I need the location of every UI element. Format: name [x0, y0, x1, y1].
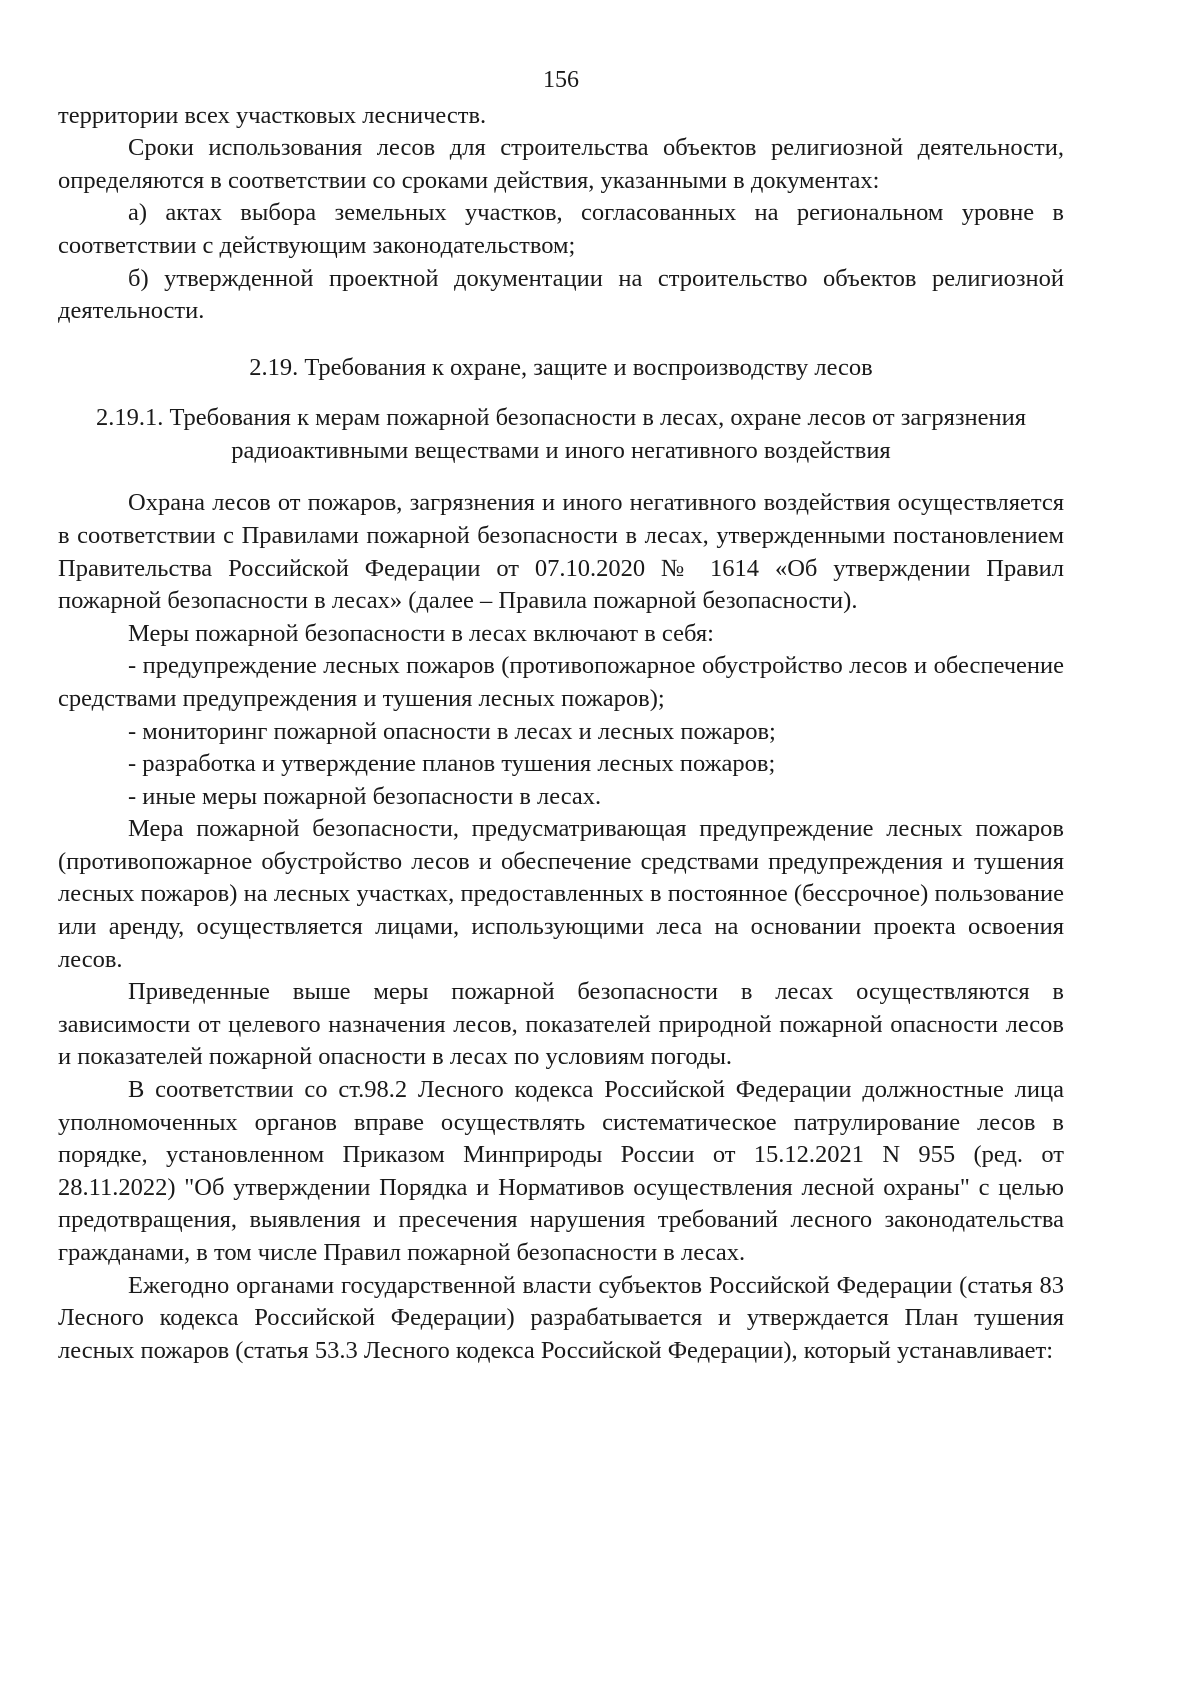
list-item: - разработка и утверждение планов тушения лесных пожаров;	[128, 750, 776, 778]
list-item: - предупреждение лесных пожаров (противопожарное обустройство лесов и обеспечение средствами предупреждения и тушения лесных пожаров);	[58, 652, 1064, 712]
document-page	[58, 64, 1064, 1367]
paragraph: Ежегодно органами государственной власти субъектов Российской Федерации (статья 83 Лесного кодекса Российской Федерации) разрабатывается и утверждается План тушения лесных пожаров (статья 53.3 Лесного кодекса Российской Федерации), который устанавливает:	[58, 1271, 1064, 1364]
list-item: - мониторинг пожарной опасности в лесах и лесных пожаров;	[128, 717, 776, 745]
paragraph: Охрана лесов от пожаров, загрязнения и иного негативного воздействия осуществляется в соответствии с Правилами пожарной безопасности в лесах, утвержденными постановлением Правительства Российской Федерации от 07.10.2020 № 1614 «Об утверждении Правил пожарной безопасности в лесах» (далее – Правила пожарной безопасности).	[58, 489, 1064, 615]
paragraph: В соответствии со ст.98.2 Лесного кодекса Российской Федерации должностные лица уполномоченных органов вправе осуществлять систематическое патрулирование лесов в порядке, установленном Приказом Минприроды России от 15.12.2021 N 955 (ред. от 28.11.2022) "Об утверждении Порядка и Нормативов осуществления лесной охраны" с целью предотвращения, выявления и пресечения нарушения требований лесного законодательства гражданами, в том числе Правил пожарной безопасности в лесах.	[58, 1076, 1064, 1266]
section-heading: 2.19. Требования к охране, защите и воспроизводству лесов	[249, 353, 873, 381]
paragraph: территории всех участковых лесничеств.	[58, 101, 487, 129]
list-item: - иные меры пожарной безопасности в лесах.	[128, 782, 602, 810]
list-item: б) утвержденной проектной документации на строительство объектов религиозной деятельности.	[58, 264, 1064, 325]
paragraph: Мера пожарной безопасности, предусматривающая предупреждение лесных пожаров (противопожарное обустройство лесов и обеспечение средствами предупреждения и тушения лесных пожаров) на лесных участках, предоставленных в постоянное (бессрочное) пользование или аренду, осуществляется лицами, использующими леса на основании проекта освоения лесов.	[58, 815, 1064, 973]
list-item: а) актах выбора земельных участков, согласованных на региональном уровне в соответствии с действующим законодательством;	[58, 199, 1064, 259]
subsection-heading: 2.19.1. Требования к мерам пожарной безопасности в лесах, охране лесов от загрязнения радиоактивными веществами и иного негативного воздействия	[95, 404, 1027, 465]
page-number: 156	[543, 67, 579, 93]
paragraph: Приведенные выше меры пожарной безопасности в лесах осуществляются в зависимости от целевого назначения лесов, показателей природной пожарной опасности лесов и показателей пожарной опасности в лесах по условиям погоды.	[58, 978, 1064, 1071]
paragraph: Меры пожарной безопасности в лесах включают в себя:	[128, 619, 714, 647]
paragraph: Сроки использования лесов для строительства объектов религиозной деятельности, определяются в соответствии со сроками действия, указанными в документах:	[58, 134, 1064, 194]
